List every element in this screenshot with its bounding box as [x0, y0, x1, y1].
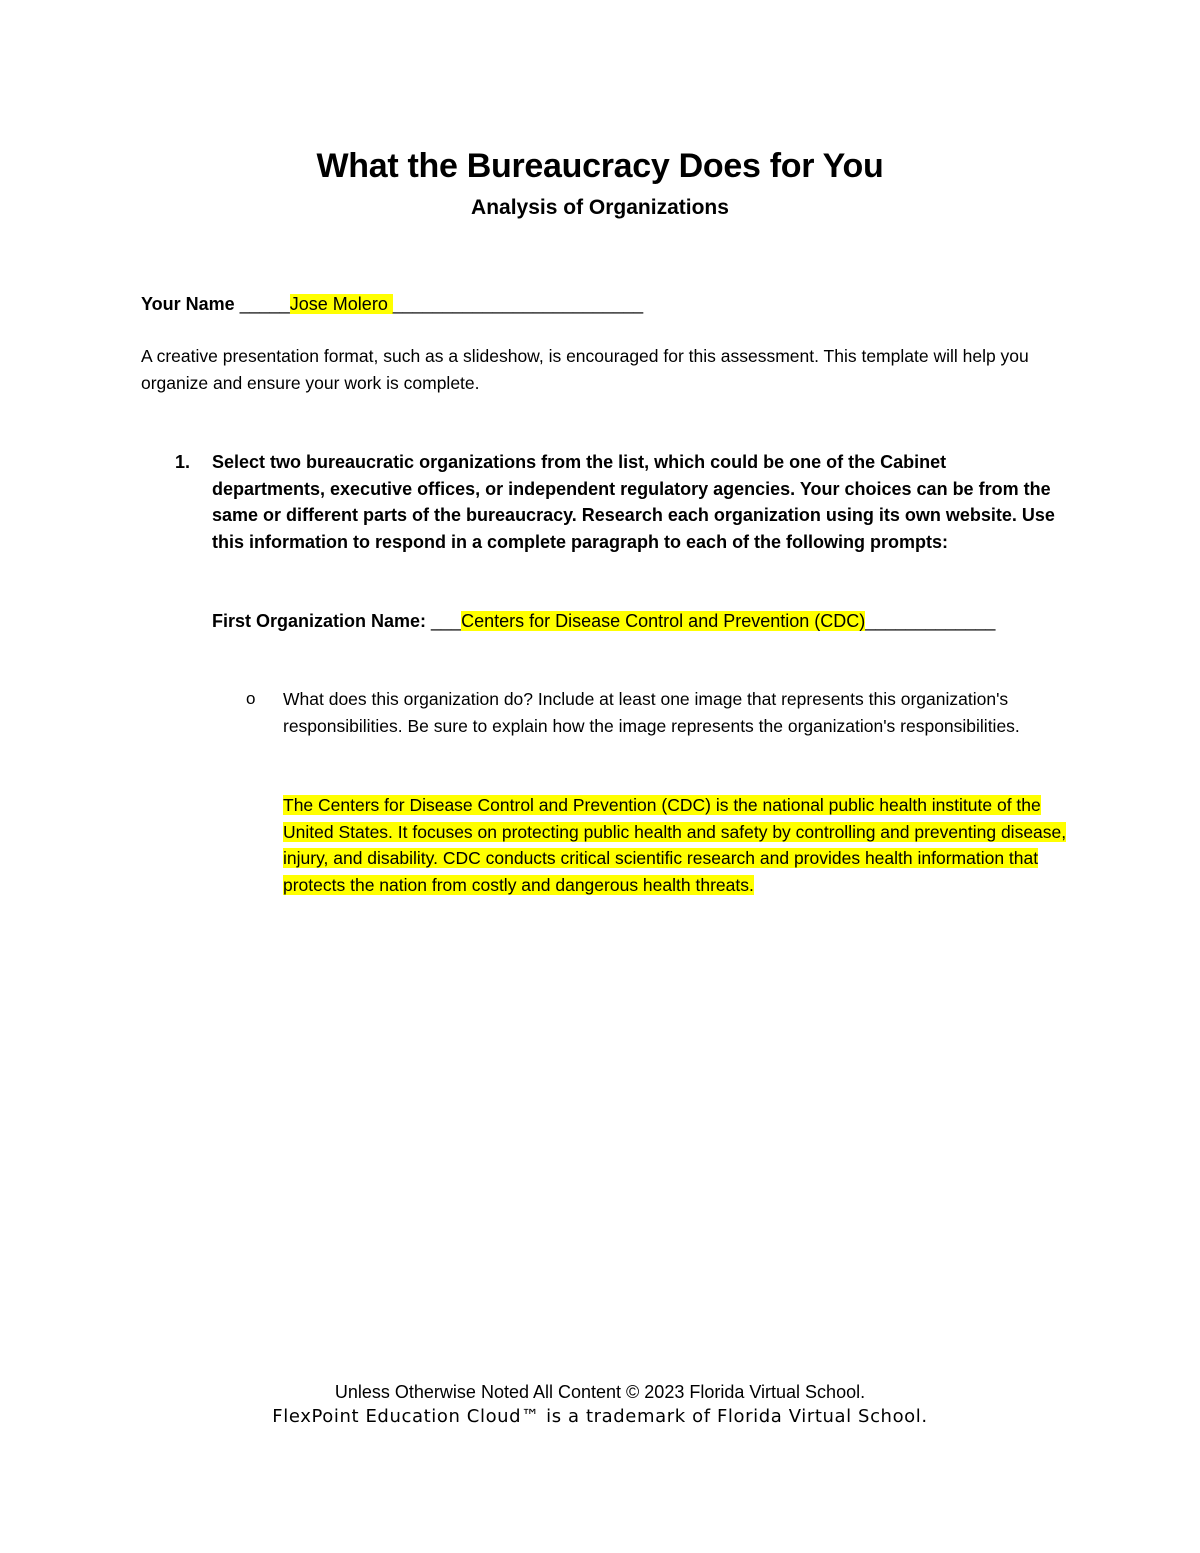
question-number: 1.	[175, 452, 191, 472]
first-org-label: First Organization Name:	[212, 611, 432, 631]
answer-paragraph[interactable]	[283, 792, 1083, 898]
first-org-blank-before: ___	[431, 611, 462, 631]
name-label: Your Name	[141, 294, 235, 314]
name-blank-before: _____	[239, 294, 290, 314]
answer-text: The Centers for Disease Control and Prevention (CDC) is the national public health institute of the United States. It focuses on protecting public health and safety by controlling and preventing disease, injury, and disability. CDC conducts critical scientific research and provides health information that protects the nation from costly and dangerous health threats.	[283, 795, 1067, 895]
first-org-blank-after: _____________	[865, 611, 996, 631]
first-org-value[interactable]: Centers for Disease Control and Prevention (CDC)	[461, 611, 866, 631]
name-value[interactable]: Jose Molero	[289, 294, 393, 314]
name-blank-after: _________________________	[392, 294, 644, 314]
question-text: Select two bureaucratic organizations from the list, which could be one of the Cabinet departments, executive offices, or independent regulatory agencies. Your choices can be from the same or different parts of the bureaucracy. Research each organization using its own website. Use this information to respond in a complete paragraph to each of the following prompts:	[212, 452, 1055, 552]
footer-copyright: Unless Otherwise Noted All Content © 2023 Florida Virtual School.	[334, 1382, 866, 1402]
document-title: What the Bureaucracy Does for You	[316, 147, 884, 185]
first-org-line	[212, 607, 995, 635]
name-field-line	[141, 290, 643, 318]
document-subtitle: Analysis of Organizations	[471, 196, 729, 219]
footer-trademark: FlexPoint Education Cloud™ is a trademark of Florida Virtual School.	[272, 1406, 928, 1427]
bullet-icon: o	[246, 689, 256, 708]
prompt-text: What does this organization do? Include at least one image that represents this organization's responsibilities. Be sure to explain how the image represents the organization's responsibilities.	[283, 689, 1020, 736]
intro-paragraph: A creative presentation format, such as a slideshow, is encouraged for this assessment. This template will help you organize and ensure your work is complete.	[141, 346, 1029, 393]
